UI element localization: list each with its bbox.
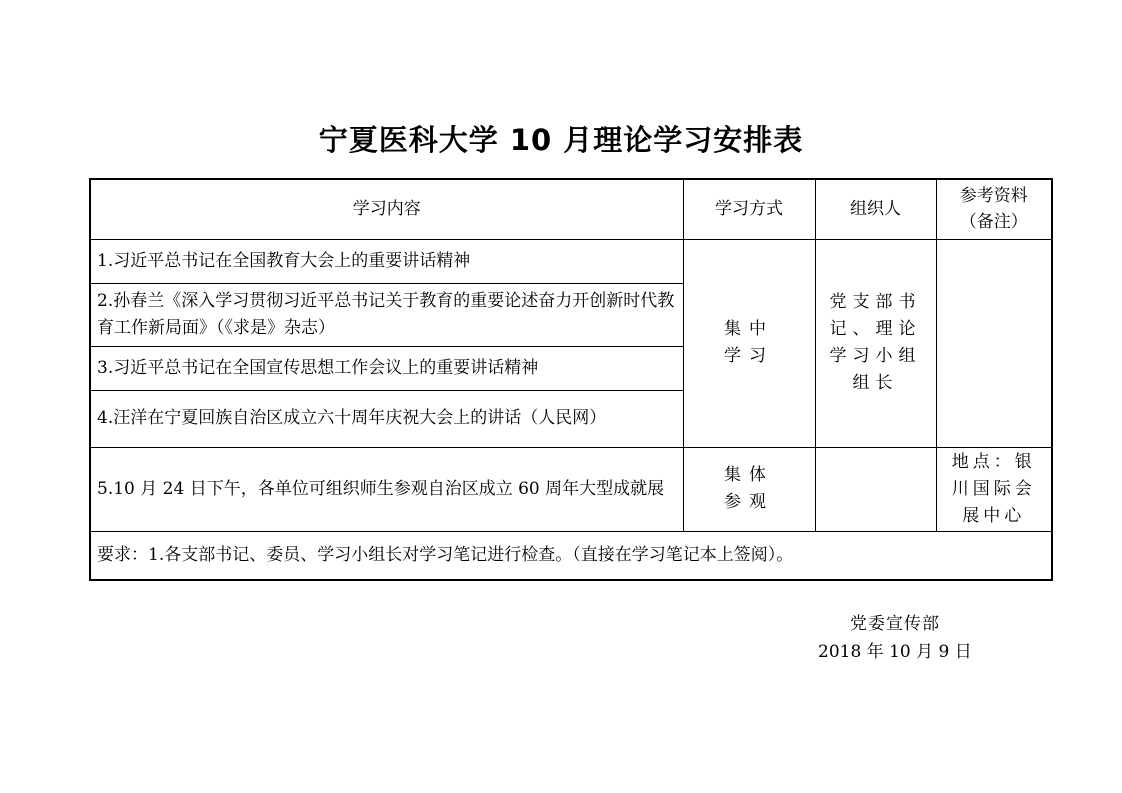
document-title: 宁夏医科大学 10 月理论学习安排表 xyxy=(318,123,804,157)
study-item-3: 3.习近平总书记在全国宣传思想工作会议上的重要讲话精神 xyxy=(90,346,683,390)
reference-cell-location: 地点：银川国际会展中心 xyxy=(936,447,1052,531)
signature-date: 2018 年 10 月 9 日 xyxy=(818,642,972,662)
requirement-text: 要求：1.各支部书记、委员、学习小组长对学习笔记进行检查。（直接在学习笔记本上签阅）。 xyxy=(90,531,1052,580)
table-row xyxy=(90,447,1052,531)
method-cell-group1: 集中 学习 xyxy=(683,239,815,447)
study-item-2: 2.孙春兰《深入学习贯彻习近平总书记关于教育的重要论述奋力开创新时代教育工作新局面》（《求是》杂志） xyxy=(90,283,683,346)
organizer-cell: 党支部书记、理论学习小组组长 xyxy=(815,239,936,447)
header-organizer: 组织人 xyxy=(815,179,936,239)
organizer-cell-empty xyxy=(815,447,936,531)
header-reference: 参考资料 （备注） xyxy=(936,179,1052,239)
reference-cell-empty xyxy=(936,239,1052,447)
requirement-row xyxy=(90,531,1052,580)
signature-department: 党委宣传部 xyxy=(850,614,940,634)
table-row xyxy=(90,239,1052,283)
header-method: 学习方式 xyxy=(683,179,815,239)
schedule-table xyxy=(89,178,1053,581)
header-content: 学习内容 xyxy=(90,179,683,239)
table-header-row xyxy=(90,179,1052,239)
method-cell-group2: 集体 参观 xyxy=(683,447,815,531)
study-item-1: 1.习近平总书记在全国教育大会上的重要讲话精神 xyxy=(90,239,683,283)
study-item-4: 4.汪洋在宁夏回族自治区成立六十周年庆祝大会上的讲话（人民网） xyxy=(90,390,683,447)
study-item-5: 5.10 月 24 日下午，各单位可组织师生参观自治区成立 60 周年大型成就展 xyxy=(90,447,683,531)
